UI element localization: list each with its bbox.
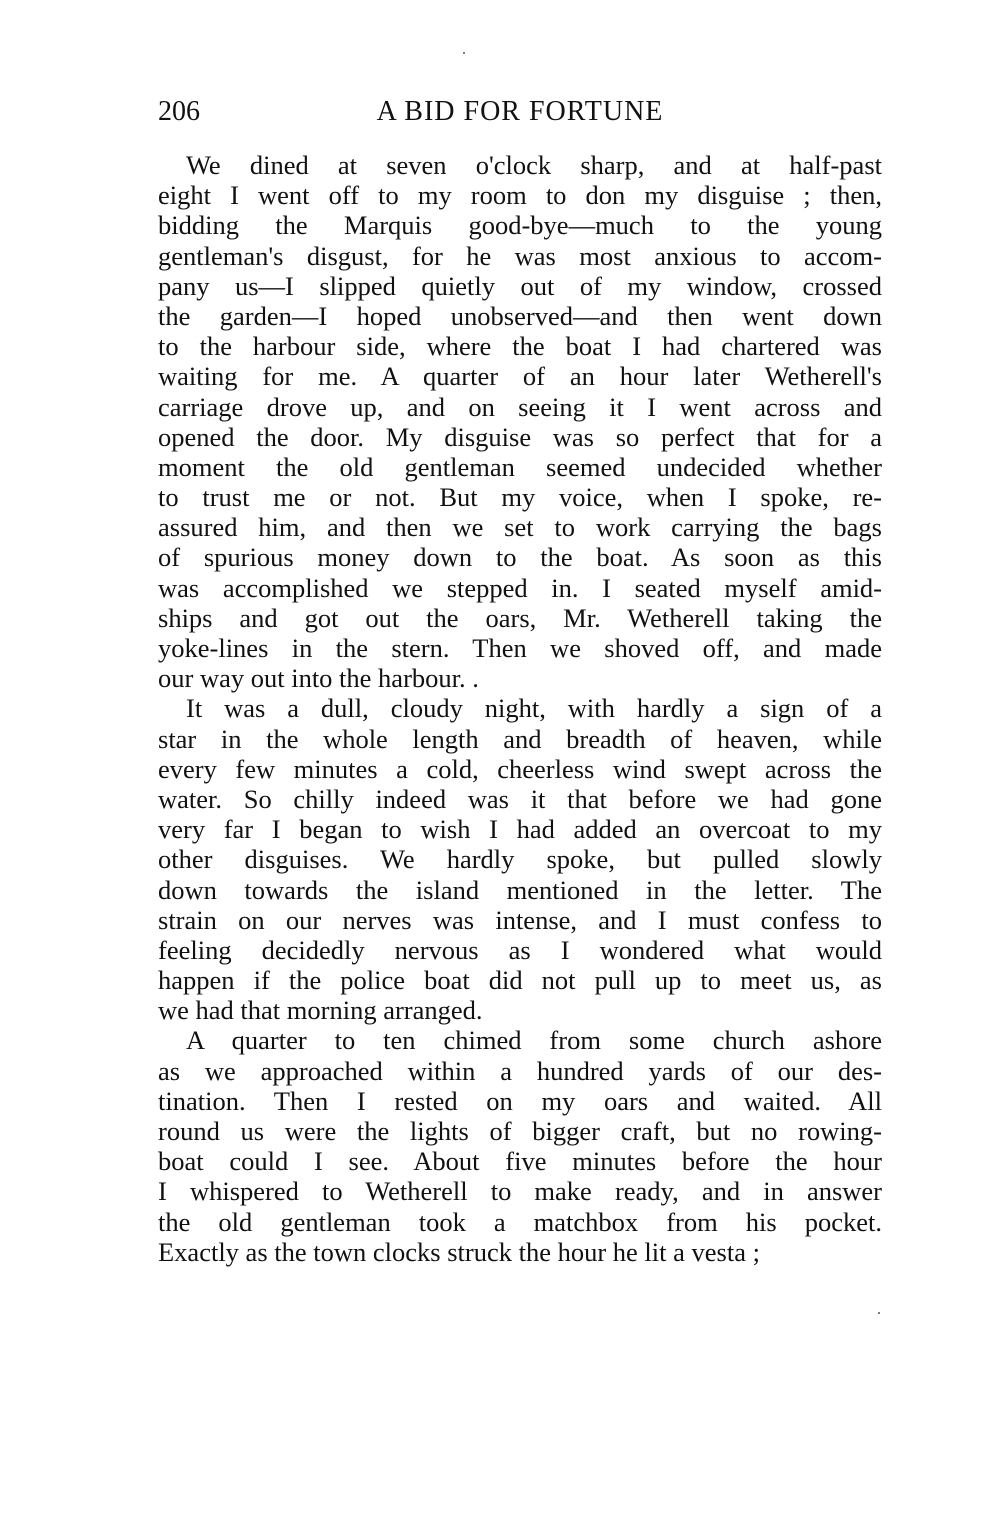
text-line: pany us—I slipped quietly out of my window, crossed — [158, 270, 882, 301]
text-line: ships and got out the oars, Mr. Wetherell taking the — [158, 602, 882, 633]
text-line: down towards the island mentioned in the letter. The — [158, 874, 882, 905]
text-line: I whispered to Wetherell to make ready, and in answer — [158, 1176, 882, 1207]
text-line: of spurious money down to the boat. As soon as this — [158, 542, 882, 573]
paragraph — [158, 150, 882, 693]
text-line: to trust me or not. But my voice, when I spoke, re- — [158, 482, 882, 513]
text-line: Exactly as the town clocks struck the hour he lit a vesta ; — [158, 1236, 760, 1267]
text-line: tination. Then I rested on my oars and waited. All — [158, 1085, 882, 1116]
text-line: strain on our nerves was intense, and I must confess to — [158, 904, 882, 935]
text-line: We dined at seven o'clock sharp, and at half-past — [186, 150, 882, 180]
text-line: carriage drove up, and on seeing it I went across and — [158, 391, 882, 422]
text-line: bidding the Marquis good-bye—much to the young — [158, 210, 882, 241]
running-head — [158, 92, 882, 132]
text-line: moment the old gentleman seemed undecided whether — [158, 451, 882, 482]
text-line: the old gentleman took a matchbox from his pocket. — [158, 1206, 882, 1237]
text-line: opened the door. My disguise was so perfect that for a — [158, 421, 882, 452]
text-line: star in the whole length and breadth of heaven, while — [158, 723, 882, 754]
text-line: It was a dull, cloudy night, with hardly a sign of a — [186, 693, 882, 724]
text-line: very far I began to wish I had added an overcoat to my — [158, 814, 882, 845]
page-number: 206 — [158, 96, 200, 127]
paragraph — [158, 1025, 882, 1267]
text-line: happen if the police boat did not pull up to meet us, as — [158, 965, 882, 996]
paragraph — [158, 693, 882, 1025]
running-title: A BID FOR FORTUNE — [376, 96, 664, 127]
print-speck — [878, 1312, 880, 1314]
text-line: to the harbour side, where the boat I had chartered was — [158, 331, 882, 362]
text-line: eight I went off to my room to don my disguise ; then, — [158, 180, 882, 211]
text-line: the garden—I hoped unobserved—and then went down — [158, 300, 882, 331]
text-line: was accomplished we stepped in. I seated myself amid- — [158, 572, 882, 603]
text-line: water. So chilly indeed was it that before we had gone — [158, 783, 882, 814]
text-line: yoke-lines in the stern. Then we shoved off, and made — [158, 633, 882, 663]
text-line: boat could I see. About five minutes before the hour — [158, 1146, 882, 1177]
text-line: we had that morning arranged. — [158, 995, 483, 1026]
text-line: feeling decidedly nervous as I wondered what would — [158, 934, 882, 965]
text-line: every few minutes a cold, cheerless wind swept across the — [158, 753, 882, 784]
text-line: assured him, and then we set to work carrying the bags — [158, 512, 882, 543]
text-line: gentleman's disgust, for he was most anxious to accom- — [158, 240, 882, 271]
text-line: round us were the lights of bigger craft, but no rowing- — [158, 1116, 882, 1146]
body-text — [158, 150, 882, 1267]
text-line: as we approached within a hundred yards of our des- — [158, 1055, 882, 1086]
text-line: waiting for me. A quarter of an hour later Wetherell's — [158, 361, 882, 392]
text-line: our way out into the harbour. . — [158, 663, 479, 694]
print-speck — [463, 52, 465, 54]
text-line: A quarter to ten chimed from some church ashore — [186, 1025, 882, 1056]
text-line: other disguises. We hardly spoke, but pulled slowly — [158, 844, 882, 875]
